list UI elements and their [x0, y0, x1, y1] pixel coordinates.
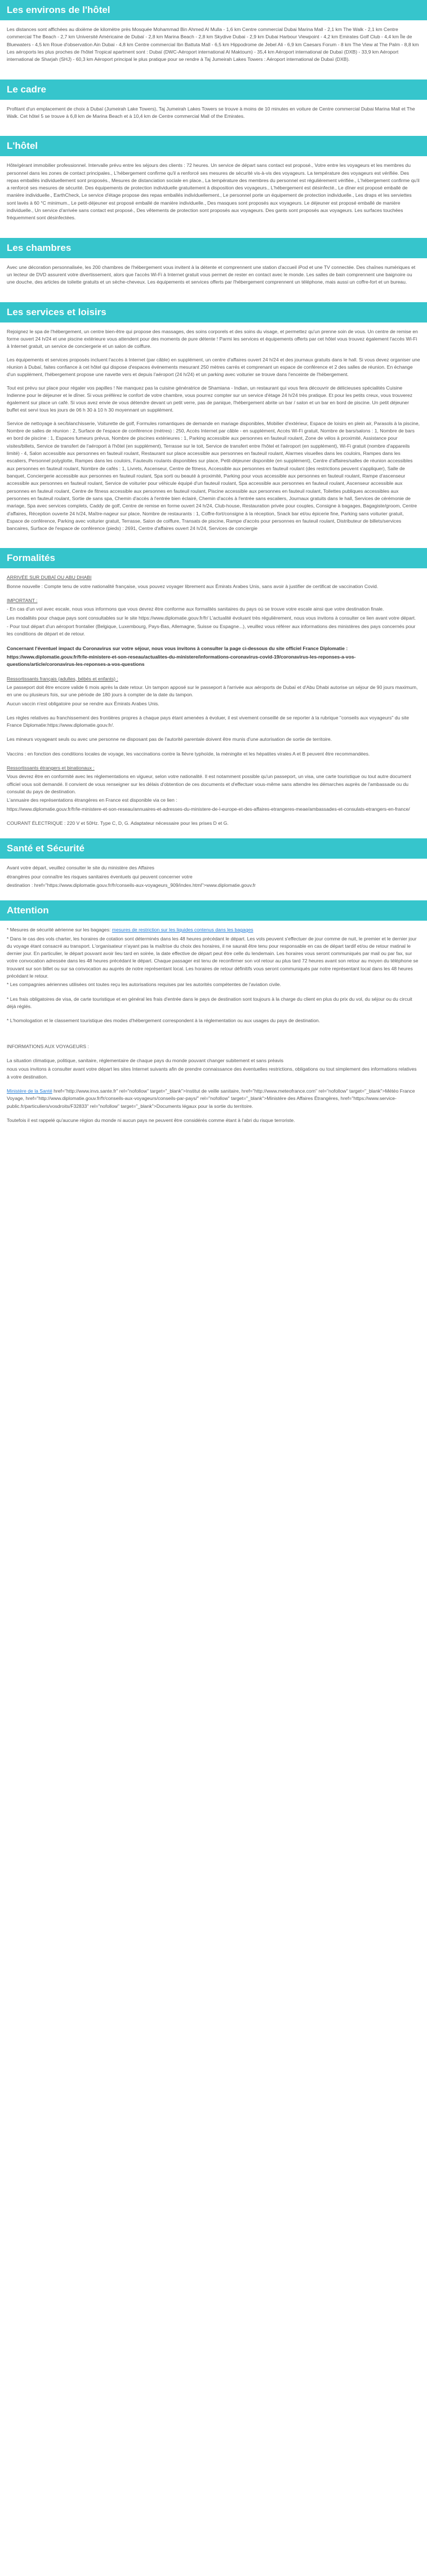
- section-formalites: [0, 548, 427, 838]
- section-body: [0, 574, 427, 827]
- spacer: [7, 639, 420, 645]
- section-body: [0, 105, 427, 121]
- paragraph: Rejoignez le spa de l'hébergement, un centre bien-être qui propose des massages, des soins corporels et des soins du visage, et permettez qu'un prenne soin de vous. Un centre de remise en forme ouvert 24 h/24 et une piscine extérieure vous attendent pour des moments de pure détente ! Parmi les services et équipements offerts par cet hôtel vous trouvez également l'accès Wi-Fi à Internet gratuit, un service de conciergerie et un salon de coiffure.: [7, 328, 418, 350]
- spacer: [7, 1026, 420, 1032]
- link[interactable]: mesures de restriction sur les liquides contenus dans les bagages: [112, 927, 253, 933]
- line-text: * Mesures de sécurité aérienne sur les bagages:: [7, 927, 112, 933]
- paragraph: Les équipements et services proposés incluent l'accès à Internet (par câble) en supplément, un centre d'affaires ouvert 24 h/24 et des journaux gratuits dans le hall. Si vous devez organiser une réunion à Dubaï, faites confiance à cet hôtel qui dispose d'espaces événements mesurant 250 mètres carrés et comprenant un espace de conférence et 2 des salles de réunion. En échange d'un supplément, l'hébergement propose une navette vers et depuis l'aéroport (24 h/24) et un parking avec voiturier se trouve dans l'enceinte de l'hébergement.: [7, 356, 420, 378]
- paragraph: Profitant d'un emplacement de choix à Dubaï (Jumeirah Lake Towers), Taj Jumeirah Lakes Towers se trouve à moins de 10 minutes en voiture de Centre commercial Dubai Marina Mall et The Walk. Cet hôtel 5 se trouve à 6,8 km de Marina Beach et à 10,4 km de Centre commercial Mall of the Emirates.: [7, 105, 415, 119]
- section-cadre: [0, 79, 427, 136]
- section-body: [0, 162, 427, 222]
- text-line: Aucun vaccin n'est obligatoire pour se rendre aux Émirats Arabes Unis.: [7, 700, 159, 706]
- section-title: Attention: [0, 900, 427, 921]
- section-title: Le cadre: [0, 79, 427, 100]
- spacer: [7, 709, 420, 714]
- section-hotel: [0, 136, 427, 238]
- spacer: [7, 591, 420, 597]
- spacer: [7, 745, 420, 750]
- text-line: https://www.diplomatie.gouv.fr/fr/le-ministere-et-son-reseau/annuaires-et-adresses-du-ministere-de-l-europe-et-des-affaires-etrangeres-meae/ambassades-et-consulats-etrangers-en-france/: [7, 806, 410, 812]
- text-line: * Dans le cas des vols charter, les horaires de cotation sont déterminés dans les 48 heures précédant le départ. Les vols peuvent s'effectuer de jour comme de nuit, le premier et le dernier jour du voyage étant consacré au transport. L'organisateur n'ayant pas la maîtrise du choix des horaires, il ne saurait être tenu pour responsable en cas de départ tardif et/ou de retour matinal le dernier jour. En particulier, le départ pouvant avoir lieu tard en soirée, la date effective de départ peut être celle du lendemain. Les horaires vous seront communiqués par mail ou par fax, sur votre convocation adressée dans les 48 heures précédant le départ. Chaque passager est tenu de reconfirmer son vol retour au plus tard 72 heures avant son retour au moyen du téléphone se trouvant sur son billet ou sur sa convocation au auprès de notre représentant local. Les horaires de retour définitifs vous seront communiqués par notre représentant local dans les 48 heures précédant le retour.: [7, 935, 420, 979]
- spacer: [7, 1011, 420, 1017]
- page: [0, 0, 427, 1135]
- text-line: Les modalités pour chaque pays sont consultables sur le site https://www.diplomatie.gouv.fr/fr/ L'actualité évoluant très régulièrement, nous vous invitons à consulter ce lien avant votre départ.: [7, 615, 416, 621]
- section-title: L'hôtel: [0, 136, 427, 156]
- paragraph: Service de nettoyage à sec/blanchisserie, Voiturette de golf, Formules romantiques de demande en mariage disponibles, Mobilier d'extérieur, Espace de loisirs en plein air, Parasols à la piscine, Nombre de salles de réunion : 2, Surface de l'espace de conférence (mètres) : 250, Accès Internet par câble - en supplément, Accès Wi-Fi gratuit, Nombre de bars/salons : 1, Nombre de bars en bord de piscine : 1, Espaces fumeurs prévus, Nombre de piscines extérieures : 1, Parking accessible aux personnes en fauteuil roulant, Zone de vélos à proximité, Assistance pour visites/billets, Service de transfert de l'aéroport à l'hôtel (en supplément), Terrasse sur le toit, Service de transfert entre l'hôtel et l'aéroport (en supplément), Wi-Fi gratuit (nombre d'appareils limité) - 4, Salon accessible aux personnes en fauteuil roulant, Restaurant sur place accessible aux personnes en fauteuil roulant, Alarmes visuelles dans les couloirs, Rampes dans les escaliers, Personnel polyglotte, Rampes dans les couloirs, Fauteuils roulants disponibles sur place, Petit-déjeuner disponible (en supplément), Centre d'affaires/salles de réunion accessibles aux personnes en fauteuil roulant, Nombre de cafés : 1, Livrets, Ascenseur, Centre de fitness, Accessible aux personnes en fauteuil roulant (des restrictions peuvent s'appliquer), Salle de banquet, Conciergerie accessible aux personnes en fauteuil roulant, Spa sorti ou beauté à proximité, Parking pour vous accessible aux personnes en fauteuil roulant, Rampe d'ascenseur accessible aux personnes en fauteuil roulant, Service de voiturier pour véhicule équipé d'un fauteuil roulant, Spa accessible aux personnes en fauteuil roulant, Ascenseur accessible aux personnes en fauteuil roulant, Centre de fitness accessible aux personnes en fauteuil roulant, Piscine accessible aux personnes en fauteuil roulant, Toilettes publiques accessibles aux personnes en fauteuil roulant, Sortie de sans spa, Chemin d'accès à l'entrée bien éclairé, Chemin d'accès à l'entrée sans escaliers, Journaux gratuits dans le hall, Services de cérémonie de mariage, Spa avec services complets, Caddy de golf, Centre de remise en forme ouvert 24 h/24, Club-house, Restauration privée pour couples, Consigne à bagages, Bagagiste/groom, Centre d'affaires, Réception ouverte 24 h/24, Maître-nageur sur place, Nombre de restaurants : 1, Coffre-fort/consigne à la réception, Snack bar et/ou épicerie fine, Parking sans voiturier gratuit, Espace de conférence, Parking avec voiturier gratuit, Terrasse, Salon de coiffure, Transats de piscine, Rampe d'accès pour personnes en fauteuil roulant, Distributeur de billets/services bancaires, Surface de l'espace de conférence (pieds) : 2691, Centre d'affaires ouvert 24 h/24, Services de conciergie: [7, 420, 420, 532]
- text-line: COURANT ÉLECTRIQUE : 220 V et 50Hz. Type C, D, G. Adaptateur nécessaire pour les prises D et G.: [7, 820, 229, 826]
- text-line: IMPORTANT :: [7, 598, 38, 604]
- text-line: Concernant l'éventuel impact du Coronavirus sur votre séjour, nous vous invitons à consulter la page ci-dessous du site officiel France Diplomatie :: [7, 645, 348, 651]
- text-line: * Les compagnies aériennes utilisées ont toutes reçu les autorisations requises par les autorités compétentes de l'aviation civile.: [7, 982, 281, 988]
- section-title: Les chambres: [0, 238, 427, 258]
- text-line: Avant votre départ, veuillez consulter le site du ministère des Affaires: [7, 865, 154, 871]
- text-line: Toutefois il est rappelé qu'aucune région du monde ni aucun pays ne peuvent être considérés comme étant à l'abri du risque terroriste.: [7, 1117, 295, 1123]
- text-line: - En cas d'un vol avec escale, nous vous informons que vous devrez être conforme aux formalités sanitaires du pays où se trouve votre escale ainsi que votre destination finale.: [7, 606, 384, 612]
- section-body: [0, 864, 427, 889]
- paragraph: Tout est prévu sur place pour régaler vos papilles ! Ne manquez pas la cuisine génératrice de Shamiana - Indian, un restaurant qui vous fera découvrir de délicieuses spécialités Cuisine Indienne pour le déjeuner et le dîner. Si vous préférez le confort de votre chambre, vous pourrez compter sur un service d'étage 24 h/24 très pratique. Et pour les petits creux, vous trouverez également sur place un café. Si vous avez envie de vous détendre devant un petit verre, pas de panique, l'hébergement abrite un bar / salon et un bar en bord de piscine. Un petit déjeuner buffet est servi tous les jours de 06 h 30 à 10 h 30 moyennant un supplément.: [7, 385, 413, 413]
- text-line: Le passeport doit être encore valide 6 mois après la date retour. Un tampon apposé sur le passeport à l'arrivée aux aéroports de Dubaï et d'Abu Dhabi autorise un séjour de 90 jours maximum, en une ou plusieurs fois, sur une période de 180 jours à compter de la date du tampon.: [7, 684, 419, 698]
- spacer: [7, 1051, 420, 1057]
- text-line: - Pour tout départ d'un aéroport frontalier (Belgique, Luxembourg, Pays-Bas, Allemagne, Suisse ou Espagne...), veuillez vous référer aux informations des ministères des pays concernés pour les conditions de départ et de retour.: [7, 624, 417, 637]
- section-body: [0, 264, 427, 286]
- text-line: destination : href="https://www.diplomatie.gouv.fr/fr/conseils-aux-voyageurs_909/index.html">www.diplomatie.gouv.fr: [7, 882, 256, 888]
- text-line: Les règles relatives au franchissement des frontières propres à chaque pays étant amenées à évoluer, il est vivement conseillé de se reporter à la rubrique "conseils aux voyageurs" du site France Diplomatie:https://www.diplomatie.gouv.fr/.: [7, 714, 411, 728]
- section-title: Les environs de l'hôtel: [0, 0, 427, 20]
- text-line: Ressortissants français (adultes, bébés et enfants) :: [7, 675, 118, 682]
- spacer: [7, 1082, 420, 1088]
- section-title: Les services et loisirs: [0, 302, 427, 322]
- link-trailing-text: href="http://www.invs.sante.fr" rel="nofollow" target="_blank">Institut de veille sanitaire, href="http://www.meteofrance.com" rel="nofollow" target="_blank">Météo France Voyage, href="http://www.diplomatie.gouv.fr/fr/conseils-aux-voyageurs/conseils-par-pays/" rel="nofollow" target="_blank">Ministère des Affaires Étrangères, href="https://www.service-public.fr/particuliers/vosdroits/F32833" rel="nofollow" target="_blank">Documents légaux pour la sortie du territoire.: [7, 1088, 416, 1109]
- spacer: [7, 1037, 420, 1043]
- spacer: [7, 670, 420, 675]
- paragraph: Hôte/gérant immobilier professionnel. Intervalle prévu entre les séjours des clients : 72 heures. Un service de départ sans contact est proposé., Votre entre les voyageurs et les membres du personnel dans les zones de contact principales., L'hébergement confirme qu'il a renforcé ses mesures de sécurité vis-à-vis des voyageurs. La température des voyageurs est vérifiée. Des repas emballés individuellement sont proposés., Mesures de distanciation sociale en place., La température des membres du personnel est régulièrement vérifiée., L'hébergement confirme qu'il a renforcé ses mesures de sécurité. Des équipements de protection individuelle gratuitement à disposition des voyageurs., L'hébergement est désinfecté., Le dîner est proposé emballé de manière individuelle., EarthCheck, Le service d'étage propose des repas emballés individuellement., Le personnel porte un équipement de protection individuelle., Les draps et les serviettes sont lavés à 60 °C minimum., Le petit-déjeuner est proposé emballé de manière individuelle., Des masques sont proposés aux voyageurs. Le déjeuner est proposé emballé de manière individuelle., Un service d'arrivée sans contact est proposé., Des vêtements de protection sont proposés aux voyageurs. Des gants sont proposés aux voyageurs. Les surfaces touchées fréquemment sont désinfectées.: [7, 162, 420, 221]
- text-line: Ressortissants étrangers et binationaux :: [7, 765, 95, 771]
- spacer: [7, 1111, 420, 1117]
- text-line: [7, 1088, 420, 1110]
- text-line: [7, 926, 420, 934]
- section-attention: [0, 900, 427, 1135]
- section-services: [0, 302, 427, 549]
- section-title: Santé et Sécurité: [0, 838, 427, 859]
- text-line: nous vous invitons à consulter avant votre départ les sites Internet suivants afin de prendre connaissance des éventuelles restrictions, obligations ou tout simplement des informations relatives à votre destination.: [7, 1066, 418, 1080]
- section-body: [0, 926, 427, 1124]
- section-environs: [0, 0, 427, 79]
- section-chambres: [0, 238, 427, 302]
- spacer: [7, 759, 420, 765]
- text-line: * Les frais obligatoires de visa, de carte touristique et en général les frais d'entrée dans le pays de destination sont toujours à la charge du client en plus du prix du vol, du séjour ou du circuit déjà réglés.: [7, 996, 414, 1009]
- main-sections: [0, 0, 427, 548]
- text-line: Vaccins : en fonction des conditions locales de voyage, les vaccinations contre la fièvre typhoïde, la méningite et les hépatites virales A et B peuvent être recommandées.: [7, 750, 370, 757]
- spacer: [7, 1032, 420, 1037]
- paragraph: Avec une décoration personnalisée, les 200 chambres de l'hébergement vous invitent à la détente et comprennent une station d'accueil iPod et une TV connectée. Des chaînes numériques et un lecteur de DVD assurent votre divertissement, alors que l'accès Wi-Fi à Internet gratuit vous permet de rester en contact avec le monde. Les salles de bain comprennent une baignoire ou une douche, des articles de toilette gratuits et un sèche-cheveux. Les équipements et services offerts par l'hébergement comprennent un téléphone, mais aussi un coffre-fort et un bureau.: [7, 264, 416, 285]
- section-sante: [0, 838, 427, 900]
- text-line: Bonne nouvelle : Compte tenu de votre nationalité française, vous pouvez voyager librement aux Émirats Arabes Unis, sans avoir à justifier de certificat de vaccination Covid.: [7, 583, 379, 589]
- text-line: Les mineurs voyageant seuls ou avec une personne ne disposant pas de l'autorité parentale doivent être munis d'une autorisation de sortie de territoire.: [7, 736, 332, 743]
- text-line: https://www.diplomatie.gouv.fr/fr/le-ministere-et-son-reseau/actualites-du-ministere/informations-coronavirus-covid-19/coronavirus-les-reponses-a-vos-questions/article/coronavirus-les-reponses-a-vos-questions: [7, 653, 356, 668]
- text-line: ARRIVÉE SUR DUBAÏ OU ABU DHABI: [7, 575, 92, 581]
- section-title: Formalités: [0, 548, 427, 568]
- text-line: L'annuaire des représentations étrangères en France est disponible via ce lien :: [7, 797, 177, 803]
- text-line: étrangères pour connaître les risques sanitaires éventuels qui peuvent concerner votre: [7, 873, 193, 880]
- paragraph: Les distances sont affichées au dixième de kilomètre près Mosquée Mohammad Bin Ahmed Al Mulla - 1,6 km Centre commercial Dubai Marina Mall - 2,1 km The Walk - 2,1 km Centre commercial The Beach - 2,7 km Université Américaine de Dubaï - 2,8 km Marina Beach - 2,8 km Skydive Dubai - 2,9 km Dubai Harbour Viewpoint - 4,2 km Emirates Golf Club - 4,4 km Île de Bluewaters - 4,5 km Roue d'observation Ain Dubai - 4,8 km Centre commercial Ibn Battuta Mall - 6,5 km Hippodrome de Jebel Ali - 6,9 km Caesars Forum - 8 km The View at The Palm - 8,8 km Les aéroports les plus proches de l'hôtel Tropical apartment sont : Dubaï (DWC-Aéroport international Al Maktoum) - 35,4 km Aéroport international de Dubaï (DXB) - 33,9 km Aéroport international de Sharjah (SHJ) - 60,3 km Aéroport principal le plus pratique pour se rendre à Taj Jumeirah Lakes Towers : Aéroport international de Dubaï (DXB).: [7, 26, 419, 63]
- text-line: * L'homologation et le classement touristique des modes d'hébergement correspondent à la réglementation ou aux usages du pays de destination.: [7, 1018, 321, 1024]
- spacer: [7, 990, 420, 996]
- spacer: [7, 730, 420, 736]
- text-line: INFORMATIONS AUX VOYAGEURS :: [7, 1043, 89, 1049]
- text-line: Vous devrez être en conformité avec les réglementations en vigueur, selon votre nationalité. Il est notamment possible qu'un passeport, un visa, une carte touristique ou tout autre document officiel vous soit demandé. Il convient de vous renseigner sur les délais d'obtention de ces documents et d'effectuer vous-même sans attendre les démarches auprès de l'ambassade ou du consulat du pays de destination.: [7, 774, 413, 794]
- spacer: [7, 814, 420, 820]
- section-body: [0, 328, 427, 533]
- text-line: La situation climatique, politique, sanitaire, réglementaire de chaque pays du monde pouvant changer subitement et sans préavis: [7, 1057, 284, 1063]
- link[interactable]: Ministère de la Santé: [7, 1088, 52, 1094]
- section-body: [0, 26, 427, 64]
